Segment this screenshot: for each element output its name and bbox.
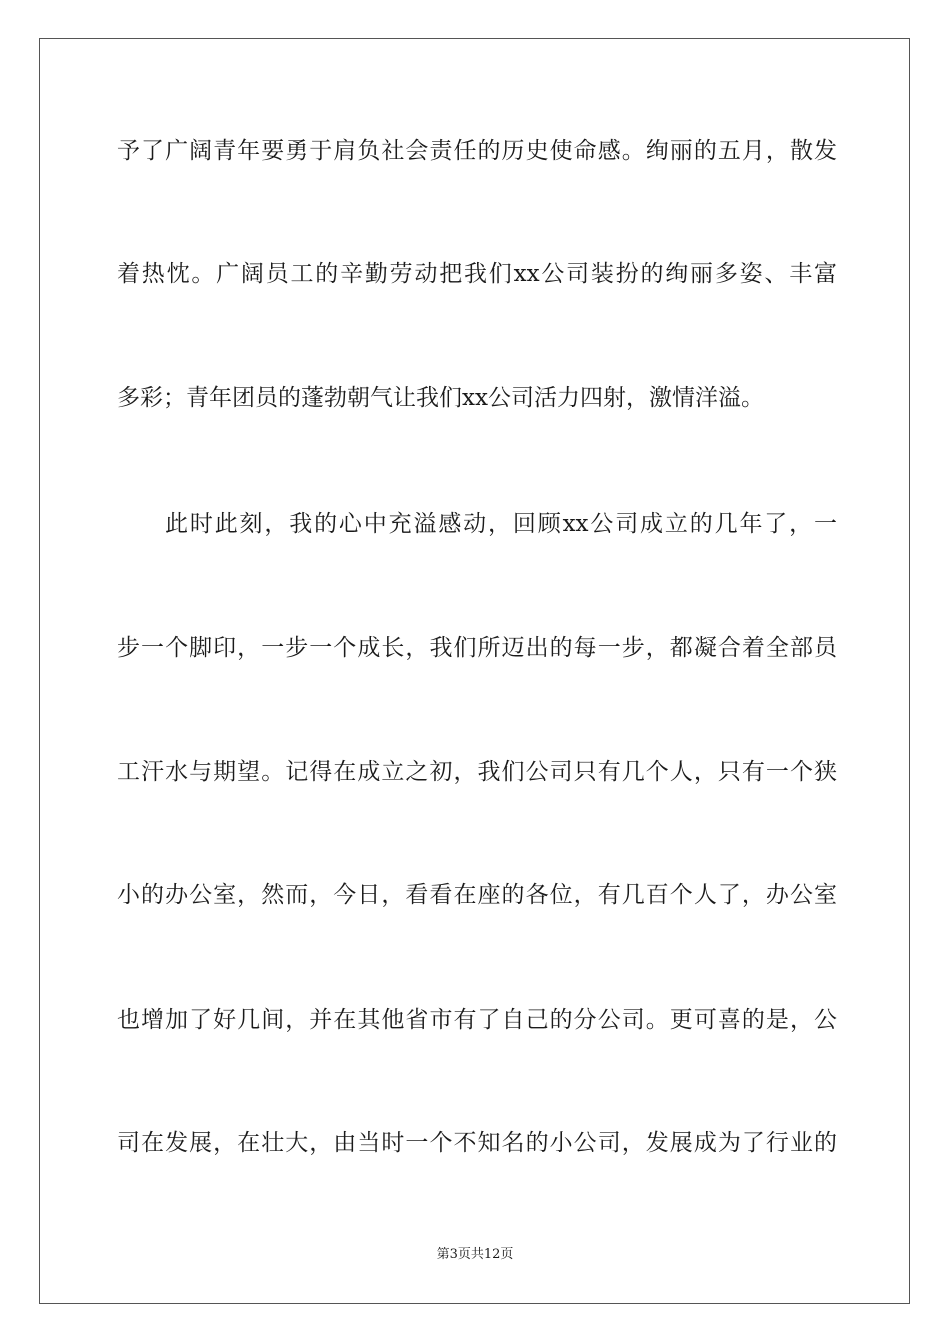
page-total: 共12页 [470,1247,514,1262]
text-line: 也增加了好几间，并在其他省市有了自己的分公司。更可喜的是，公 [117,1007,837,1033]
text-line: 小的办公室，然而，今日，看看在座的各位，有几百个人了，办公室 [117,882,837,908]
paragraph-first-line: 此时此刻，我的心中充溢感动，回顾xx公司成立的几年了，一 [165,511,837,537]
text-line: 司在发展，在壮大，由当时一个不知名的小公司，发展成为了行业的 [117,1130,837,1156]
page-footer [0,1246,950,1264]
text-line: 予了广阔青年要勇于肩负社会责任的历史使命感。绚丽的五月，散发 [117,138,837,164]
document-body [117,0,837,1344]
text-line: 工汗水与期望。记得在成立之初，我们公司只有几个人，只有一个狭 [117,759,837,785]
text-line: 多彩；青年团员的蓬勃朝气让我们xx公司活力四射，激情洋溢。 [117,385,764,411]
text-line: 步一个脚印，一步一个成长，我们所迈出的每一步，都凝合着全部员 [117,635,837,661]
text-line: 着热忱。广阔员工的辛勤劳动把我们xx公司装扮的绚丽多姿、丰富 [117,261,837,287]
page-number: 第3页 [436,1247,471,1262]
